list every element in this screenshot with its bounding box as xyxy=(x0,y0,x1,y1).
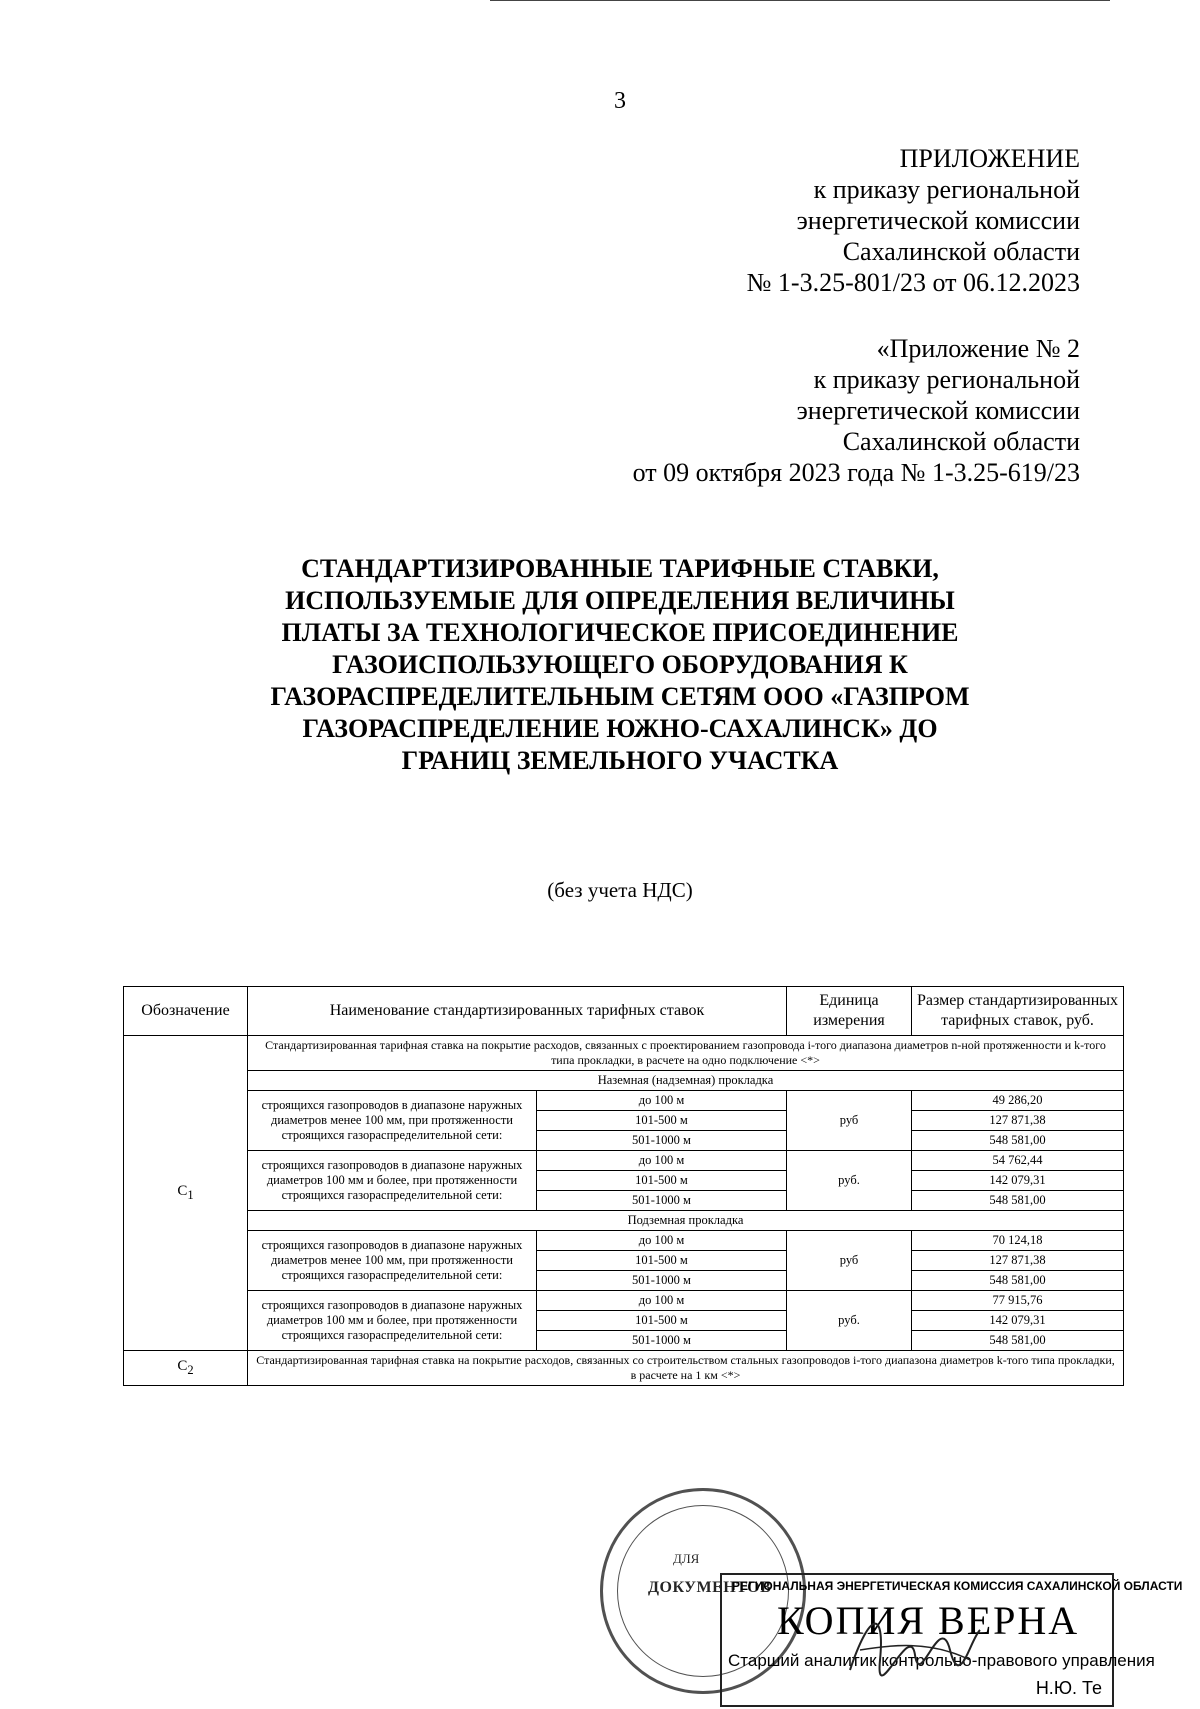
code-c2 xyxy=(124,1351,248,1386)
value-cell: 548 581,00 xyxy=(912,1131,1124,1151)
certify-position: Старший аналитик контрольно-правового управления xyxy=(728,1651,1155,1670)
unit-cell: руб. xyxy=(787,1151,912,1211)
header-size: Размер стандартизированных тарифных ставок, руб. xyxy=(912,987,1124,1036)
stamp-top-text: ДЛЯ xyxy=(673,1551,700,1566)
desc-lt100: строящихся газопроводов в диапазоне наружных диаметров менее 100 мм, при протяженности строящихся газораспределительной сети: xyxy=(248,1091,537,1151)
code-c2-letter: C xyxy=(177,1357,188,1374)
table-row xyxy=(124,1351,1124,1386)
range-cell: до 100 м xyxy=(537,1231,787,1251)
desc-ge100: строящихся газопроводов в диапазоне наружных диаметров 100 мм и более, при протяженности строящихся газораспределительной сети: xyxy=(248,1151,537,1211)
range-cell: 501-1000 м xyxy=(537,1131,787,1151)
tariff-table xyxy=(123,986,1124,1386)
page-number: 3 xyxy=(614,88,626,114)
appendix-2-header-line: к приказу региональной xyxy=(813,365,1080,394)
document-title: СТАНДАРТИЗИРОВАННЫЕ ТАРИФНЫЕ СТАВКИ, ИСПОЛЬЗУЕМЫЕ ДЛЯ ОПРЕДЕЛЕНИЯ ВЕЛИЧИНЫ ПЛАТЫ ЗА ТЕХНОЛОГИЧЕСКОЕ ПРИСОЕДИНЕНИЕ ГАЗОИСПОЛЬЗУЮЩЕГО ОБОРУДОВАНИЯ К ГАЗОРАСПРЕДЕЛИТЕЛЬНЫМ СЕТЯМ ООО «ГАЗПРОМ ГАЗОРАСПРЕДЕЛЕНИЕ ЮЖНО-САХАЛИНСК» ДО ГРАНИЦ ЗЕМЕЛЬНОГО УЧАСТКА xyxy=(270,554,970,775)
header-unit: Единица измерения xyxy=(787,987,912,1036)
value-cell: 127 871,38 xyxy=(912,1111,1124,1131)
range-cell: 501-1000 м xyxy=(537,1271,787,1291)
table-row xyxy=(124,1211,1124,1231)
value-cell: 142 079,31 xyxy=(912,1311,1124,1331)
range-cell: 101-500 м xyxy=(537,1251,787,1271)
value-cell: 548 581,00 xyxy=(912,1191,1124,1211)
code-c2-index: 2 xyxy=(187,1362,194,1377)
appendix-2-header-line: энергетической комиссии xyxy=(796,396,1080,425)
appendix-header-line: Сахалинской области xyxy=(842,237,1080,266)
code-c1-index: 1 xyxy=(187,1187,194,1202)
appendix-header-line: ПРИЛОЖЕНИЕ xyxy=(899,144,1080,173)
table-row xyxy=(124,1071,1124,1091)
desc-ge100: строящихся газопроводов в диапазоне наружных диаметров 100 мм и более, при протяженности строящихся газораспределительной сети: xyxy=(248,1291,537,1351)
appendix-header-line: энергетической комиссии xyxy=(796,206,1080,235)
above-ground-laying-header: Наземная (надземная) прокладка xyxy=(248,1071,1124,1091)
table-header-row xyxy=(124,987,1124,1036)
unit-cell: руб xyxy=(787,1091,912,1151)
code-c1 xyxy=(124,1036,248,1351)
desc-lt100: строящихся газопроводов в диапазоне наружных диаметров менее 100 мм, при протяженности строящихся газораспределительной сети: xyxy=(248,1231,537,1291)
appendix-header-line: № 1-3.25-801/23 от 06.12.2023 xyxy=(746,268,1080,297)
range-cell: 501-1000 м xyxy=(537,1191,787,1211)
value-cell: 70 124,18 xyxy=(912,1231,1124,1251)
value-cell: 548 581,00 xyxy=(912,1271,1124,1291)
table-row xyxy=(124,1151,1124,1171)
appendix-2-header-line: от 09 октября 2023 года № 1-3.25-619/23 xyxy=(632,458,1080,487)
appendix-header-line: к приказу региональной xyxy=(813,175,1080,204)
code-c1-letter: C xyxy=(177,1182,188,1199)
certify-name: Н.Ю. Те xyxy=(1035,1678,1102,1698)
value-cell: 127 871,38 xyxy=(912,1251,1124,1271)
range-cell: 101-500 м xyxy=(537,1111,787,1131)
table-row xyxy=(124,1231,1124,1251)
c1-description: Стандартизированная тарифная ставка на покрытие расходов, связанных с проектированием газопровода i-того диапазона диаметров n-ной протяженности и k-того типа прокладки, в расчете на одно подключение <*> xyxy=(248,1036,1124,1071)
appendix-2-header-line: «Приложение № 2 xyxy=(876,334,1080,363)
unit-cell: руб xyxy=(787,1231,912,1291)
range-cell: до 100 м xyxy=(537,1151,787,1171)
range-cell: 101-500 м xyxy=(537,1171,787,1191)
certify-organization: РЕГИОНАЛЬНАЯ ЭНЕРГЕТИЧЕСКАЯ КОМИССИЯ САХАЛИНСКОЙ ОБЛАСТИ xyxy=(732,1579,1183,1593)
certify-main-text: КОПИЯ ВЕРНА xyxy=(777,1598,1080,1643)
range-cell: до 100 м xyxy=(537,1291,787,1311)
header-name: Наименование стандартизированных тарифных ставок xyxy=(248,987,787,1036)
header-code: Обозначение xyxy=(124,987,248,1036)
value-cell: 54 762,44 xyxy=(912,1151,1124,1171)
appendix-2-header xyxy=(633,333,1080,488)
value-cell: 77 915,76 xyxy=(912,1291,1124,1311)
value-cell: 142 079,31 xyxy=(912,1171,1124,1191)
table-row xyxy=(124,1091,1124,1111)
value-cell: 548 581,00 xyxy=(912,1331,1124,1351)
scan-top-edge-line xyxy=(490,0,1110,1)
signature-icon xyxy=(840,1600,990,1690)
unit-cell: руб. xyxy=(787,1291,912,1351)
c2-description: Стандартизированная тарифная ставка на покрытие расходов, связанных со строительством стальных газопроводов i-того диапазона диаметров k-того типа прокладки, в расчете на 1 км <*> xyxy=(248,1351,1124,1386)
table-row xyxy=(124,1291,1124,1311)
appendix-2-header-line: Сахалинской области xyxy=(842,427,1080,456)
stamp-center-text: ДОКУМЕНТОВ xyxy=(648,1579,772,1596)
document-subtitle: (без учета НДС) xyxy=(547,878,693,902)
value-cell: 49 286,20 xyxy=(912,1091,1124,1111)
range-cell: 501-1000 м xyxy=(537,1331,787,1351)
table-row xyxy=(124,1036,1124,1071)
range-cell: 101-500 м xyxy=(537,1311,787,1331)
appendix-header xyxy=(747,143,1080,298)
underground-laying-header: Подземная прокладка xyxy=(248,1211,1124,1231)
range-cell: до 100 м xyxy=(537,1091,787,1111)
